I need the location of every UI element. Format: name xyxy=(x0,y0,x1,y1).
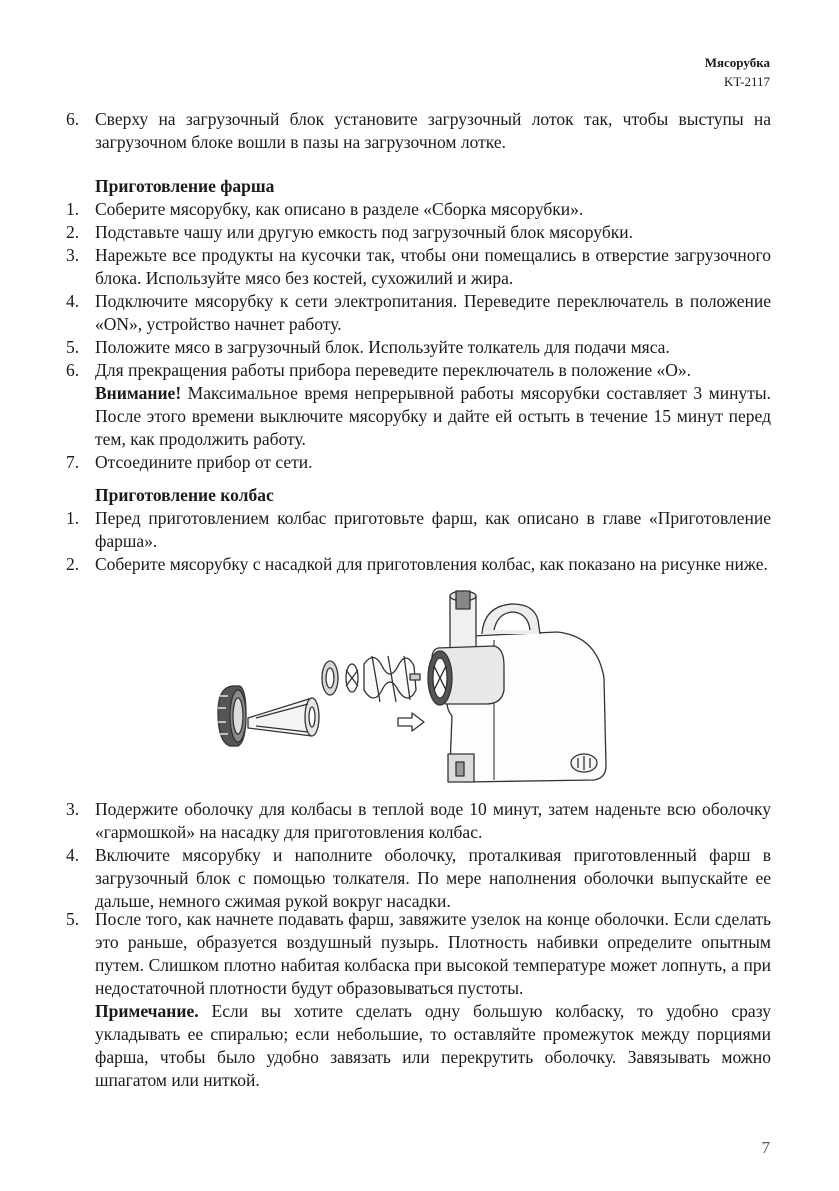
list-item xyxy=(66,798,771,844)
item-text: Положите мясо в загрузочный блок. Используйте толкатель для подачи мяса. xyxy=(95,337,670,357)
item-number: 5. xyxy=(66,337,80,357)
list-item xyxy=(66,244,771,290)
item-number: 3. xyxy=(66,799,80,819)
header-title: Мясорубка xyxy=(704,55,770,70)
item-number: 4. xyxy=(66,845,80,865)
item-number: 4. xyxy=(66,291,80,311)
item-text: Сверху на загрузочный блок установите загрузочный лоток так, чтобы выступы на загрузочном блоке вошли в пазы на загрузочном лотке. xyxy=(95,109,771,152)
list-item xyxy=(66,844,771,913)
list-item xyxy=(66,451,771,474)
item-text: Подставьте чашу или другую емкость под загрузочный блок мясорубки. xyxy=(95,222,633,242)
list-item xyxy=(66,108,771,154)
meat-grinder-sausage-attachment-illustration xyxy=(212,586,624,790)
item-text: Подключите мясорубку к сети электропитания. Переведите переключатель в положение «ON», устройство начнет работу. xyxy=(95,291,771,334)
section-heading-mince: Приготовление фарша xyxy=(95,176,275,196)
item-text: Перед приготовлением колбас приготовьте фарш, как описано в главе «Приготовление фарша». xyxy=(95,508,771,551)
item-text xyxy=(95,908,771,1092)
ring-nut xyxy=(218,686,246,746)
direction-arrow xyxy=(398,713,424,731)
page-header xyxy=(705,53,770,91)
item-number: 3. xyxy=(66,245,80,265)
item-number: 2. xyxy=(66,222,80,242)
auger xyxy=(364,656,420,702)
item-number: 2. xyxy=(66,554,80,574)
list-item xyxy=(66,908,771,1092)
sausage-nozzle xyxy=(248,698,319,736)
section-heading-sausage: Приготовление колбас xyxy=(95,485,274,505)
list-item xyxy=(66,290,771,336)
item-number: 5. xyxy=(66,909,80,929)
note-text: Если вы хотите сделать одну большую колбаску, то удобно сразу укладывать ее спиралью; если небольшие, то оставляйте промежуток между порциями фарша, чтобы было удобно завязать или перекрутить оболочку. Завязывать можно шпагатом или ниткой. xyxy=(95,1001,771,1090)
warning-label: Внимание! xyxy=(95,383,182,403)
item-text: Соберите мясорубку с насадкой для приготовления колбас, как показано на рисунке ниже. xyxy=(95,554,768,574)
warning-text: Максимальное время непрерывной работы мясорубки составляет 3 минуты. После этого времени выключите мясорубку и дайте ей остыть в течение 15 минут перед тем, как продолжить работу. xyxy=(95,383,771,449)
item-number: 1. xyxy=(66,199,80,219)
item-text: Нарежьте все продукты на кусочки так, чтобы они помещались в отверстие загрузочного блока. Используйте мясо без костей, сухожилий и жира. xyxy=(95,245,771,288)
item-number: 6. xyxy=(66,109,80,129)
item-number: 7. xyxy=(66,452,80,472)
list-item xyxy=(66,198,771,221)
item-text: Включите мясорубку и наполните оболочку, проталкивая приготовленный фарш в загрузочный блок с помощью толкателя. По мере наполнения оболочки выпускайте ее дальше, немного сжимая рукой вокруг насадки. xyxy=(95,845,771,911)
item-text: Подержите оболочку для колбасы в теплой воде 10 минут, затем наденьте всю оболочку «гармошкой» на насадку для приготовления колбас. xyxy=(95,799,771,842)
item-text-main: Для прекращения работы прибора переведите переключатель в положение «O». xyxy=(95,360,692,380)
star-spacer xyxy=(346,664,358,692)
note-label: Примечание. xyxy=(95,1001,199,1021)
header-model: KT-2117 xyxy=(724,74,770,89)
list-item xyxy=(66,507,771,553)
item-text: Отсоедините прибор от сети. xyxy=(95,452,313,472)
item-text: Соберите мясорубку, как описано в разделе «Сборка мясорубки». xyxy=(95,199,584,219)
item-text xyxy=(95,359,771,451)
item-number: 6. xyxy=(66,360,80,380)
item-number: 1. xyxy=(66,508,80,528)
list-item xyxy=(66,336,771,359)
list-item xyxy=(66,553,771,576)
grinding-plate xyxy=(322,661,338,695)
page-number: 7 xyxy=(761,1138,770,1157)
list-item xyxy=(66,359,771,451)
list-item xyxy=(66,221,771,244)
item-text-main: После того, как начнете подавать фарш, завяжите узелок на конце оболочки. Если сделать это раньше, образуется воздушный пузырь. Плотность набивки определите опытным путем. Слишком плотно набитая колбаска при высокой температуре может лопнуть, а при недостаточной плотности будут образовываться пустоты. xyxy=(95,909,771,998)
